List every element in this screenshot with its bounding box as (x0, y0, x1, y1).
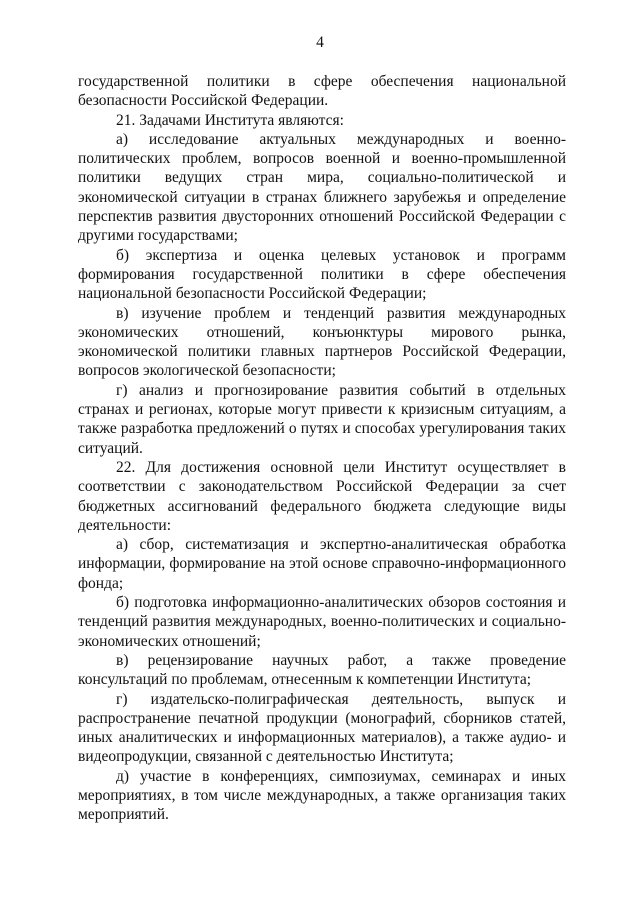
page-number: 4 (316, 34, 324, 51)
paragraph-item-22-d: д) участие в конференциях, симпозиумах, семинарах и иных мероприятиях, в том числе международных, а также организация таких мероприятий. (78, 767, 566, 824)
paragraph-item-22-b: б) подготовка информационно-аналитических обзоров состояния и тенденций развития международных, военно-политических и социально-экономических отношений; (78, 594, 566, 650)
paragraph-item-21-v: в) изучение проблем и тенденций развития международных экономических отношений, конъюнктуры мирового рынка, экономической политики главных партнеров Российской Федерации, вопросов экологической безопасности; (78, 304, 566, 380)
paragraph-item-22-a: а) сбор, систематизация и экспертно-аналитическая обработка информации, формирование на этой основе справочно-информационного фонда; (78, 536, 566, 592)
document-body (78, 72, 566, 825)
paragraph-item-22-g: г) издательско-полиграфическая деятельность, выпуск и распространение печатной продукции (монографий, сборников статей, иных аналитических и информационных материалов), а также аудио- и видеопродукции, связанной с деятельностью Института; (78, 690, 566, 766)
paragraph-item-22-heading: 22. Для достижения основной цели Институт осуществляет в соответствии с законодательством Российской Федерации за счет бюджетных ассигнований федерального бюджета следующие виды деятельности: (78, 458, 566, 534)
paragraph-item-21-g: г) анализ и прогнозирование развития событий в отдельных странах и регионах, которые могут привести к кризисным ситуациям, а также разработка предложений о путях и способах урегулирования таких ситуаций. (78, 381, 566, 457)
paragraph-item-21-a: а) исследование актуальных международных и военно-политических проблем, вопросов военной и военно-промышленной политики ведущих стран мира, социально-политической и экономической ситуации в странах ближнего зарубежья и определение перспектив развития двусторонних отношений Российской Федерации с другими государствами; (78, 130, 566, 245)
paragraph-continuation: государственной политики в сфере обеспечения национальной безопасности Российской Федерации. (78, 73, 566, 110)
paragraph-item-22-v: в) рецензирование научных работ, а также проведение консультаций по проблемам, отнесенным к компетенции Института; (78, 651, 566, 689)
paragraph-item-21-b: б) экспертиза и оценка целевых установок и программ формирования государственной политики в сфере обеспечения национальной безопасности Российской Федерации; (78, 246, 566, 303)
paragraph-item-21-heading: 21. Задачами Института являются: (116, 111, 344, 129)
